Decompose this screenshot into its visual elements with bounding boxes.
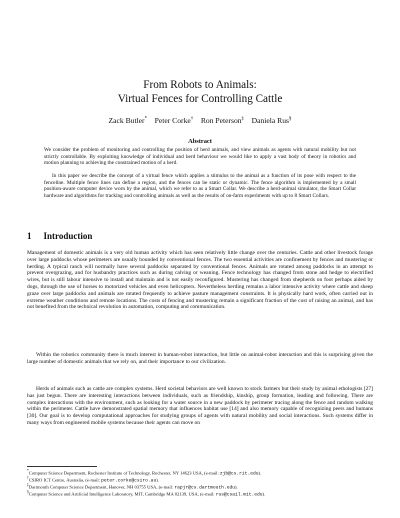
abstract-paragraph: In this paper we describe the concept of a virtual fence which applies a stimulus to the animal as a function of its pose with respect to the fenceline. Multiple fence lines can define a region, and the fences can be static or dynamic. The fence algorithm is implemented by a small position-aware computer device worn by the animal, which we refer to as a Smart Collar. We describe a herd-animal simulator, the Smart Collar hardware and algorithms for tracking and controlling animals as well as the results of on-farm experiments with up to 8 Smart Collars. bbox=[44, 173, 356, 199]
author: Zack Butler* bbox=[108, 115, 148, 125]
footnote: †CSIRO ICT Centre, Australia, (e-mail: peter.corke@csiro.au). bbox=[27, 476, 159, 484]
body-paragraph: Herds of animals such as cattle are complex systems. Herd societal behaviors are well known to stock farmers but their study by animal ethologists [27] has just begun. There are interesting interactions between individuals, such as friendship, kinship, group formation, leading and following. There are complex interactions with the environment, such as looking for a water source in a new paddock by perimeter tracing along the fence and random walking within the perimeter. Cattle have demonstrated spatial memory that influences habitat use [14] and also memory capable of recognizing peers and humans [30]. Our goal is to develop computational approaches for studying groups of agents with natural mobility and social interactions. Such systems differ in many ways from engineered mobile systems because their agents can move on bbox=[27, 386, 373, 426]
abstract-heading: Abstract bbox=[188, 138, 212, 145]
author-list bbox=[0, 114, 400, 125]
author: Daniela Rus§ bbox=[251, 115, 292, 125]
footnote: ‡Dartmouth Computer Science Department, Hanover, NH 03755 USA, (e-mail: rapjr@cs.dartmouth.edu). bbox=[27, 483, 238, 491]
body-paragraph: Management of domestic animals is a very old human activity which has seen relatively little change over the centuries. Cattle and other livestock forage over large paddocks whose perimeters are usually bounded by conventional fences. The two essential activities are confinement by fences and mustering or herding. A typical ranch will normally have several paddocks separated by conventional fences. Animals are rotated among paddocks in an attempt to prevent overgrazing, and for husbandry practices such as during calving or weaning. Fence technology has changed from stone and hedge to electrified wires, but is still labour intensive to install and maintain and is not easily reconfigured. Mustering has changed from shepherds on foot perhaps aided by dogs, through the use of horses to motorized vehicles and even helicopters. Nevertheless herding remains a labor intensive activity where cattle and sheep graze over large paddocks and animals are rotated frequently to achieve pasture management constraints. It is physically hard work, often carried out in extreme weather conditions and remote locations. The costs of fencing and mustering remain a significant fraction of the cost of raising an animal, and has not benefited from the technical revolution in automation, computing and communication. bbox=[27, 250, 373, 311]
paper-title-line1: From Robots to Animals: bbox=[143, 79, 257, 91]
footnote: §Computer Science and Artificial Intelligence Laboratory, MIT, Cambridge MA 02139, USA, (e-mail: rus@csail.mit.edu). bbox=[27, 490, 266, 498]
email-address: rus@csail.mit.edu bbox=[215, 492, 263, 498]
paper-title-line2: Virtual Fences for Controlling Cattle bbox=[117, 93, 283, 105]
footnote-rule bbox=[27, 466, 97, 467]
email-address: peter.corke@csiro.au bbox=[101, 478, 157, 484]
section-title: Introduction bbox=[43, 231, 93, 241]
abstract-paragraph: We consider the problem of monitoring and controlling the position of herd animals, and view animals as agents with natural mobility but not strictly controllable. By exploiting knowledge of individual and herd behaviour we would like to apply a vast body of theory in robotics and motion planning to achieving the constrained motion of a herd. bbox=[44, 147, 356, 166]
section-number: 1 bbox=[27, 231, 32, 241]
email-address: zjb@cs.rit.edu bbox=[219, 471, 259, 477]
author: Peter Corke† bbox=[154, 115, 194, 125]
body-paragraph: Within the robotics community there is much interest in human-robot interaction, but little on animal-robot interaction and this is surprising given the large number of domestic animals that we rely on, and their importance to our civilization. bbox=[27, 352, 373, 365]
footnote: *Computer Science Department, Rochester Institute of Technology, Rochester, NY 14623 USA, (e-mail: zjb@cs.rit.edu). bbox=[27, 469, 262, 477]
section-heading bbox=[27, 231, 92, 241]
author: Ron Peterson‡ bbox=[200, 115, 245, 125]
email-address: rapjr@cs.dartmouth.edu bbox=[174, 485, 235, 491]
